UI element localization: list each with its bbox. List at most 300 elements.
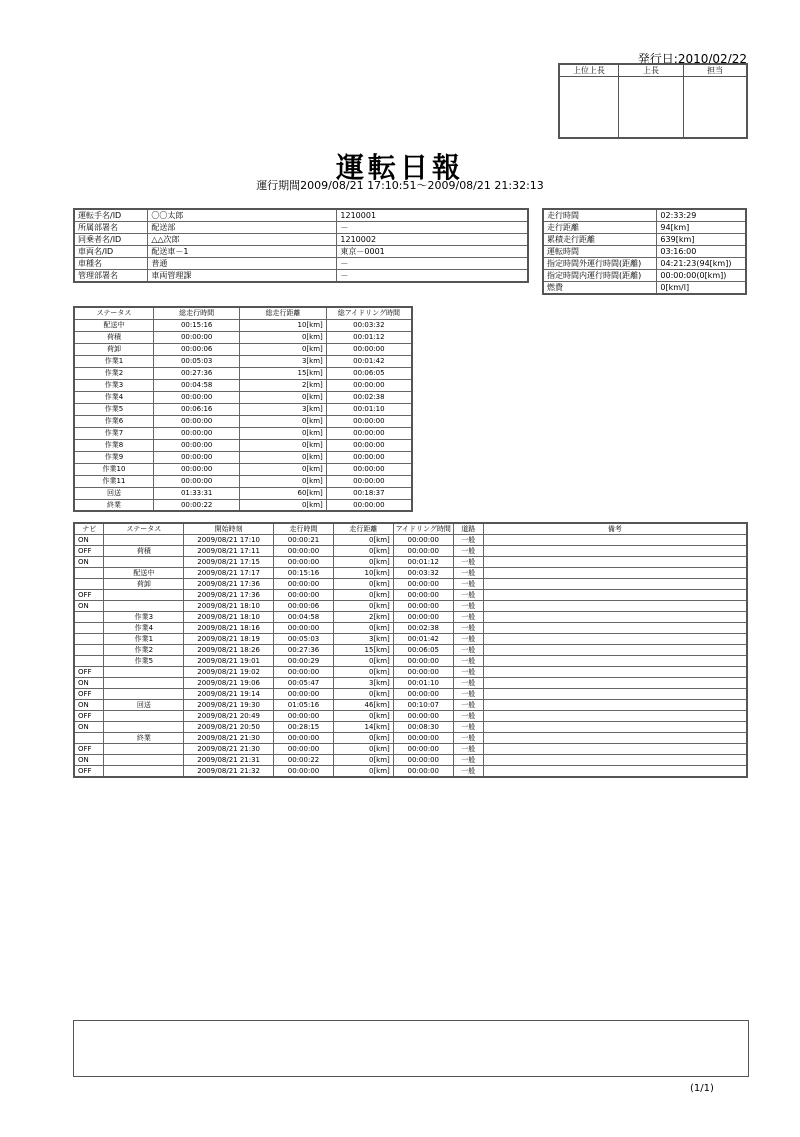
info-extra: － bbox=[337, 258, 528, 270]
log-header-drive-time: 走行時間 bbox=[274, 523, 334, 535]
log-remarks bbox=[483, 744, 747, 755]
metrics-value: 639[km] bbox=[657, 234, 746, 246]
log-row bbox=[74, 568, 747, 579]
summary-drive-time: 00:00:00 bbox=[153, 391, 239, 403]
summary-header-total-drive-time: 総走行時間 bbox=[153, 307, 239, 319]
log-road: 一般 bbox=[453, 700, 483, 711]
log-distance: 0[km] bbox=[333, 766, 393, 778]
log-distance: 0[km] bbox=[333, 590, 393, 601]
summary-row bbox=[74, 403, 412, 415]
info-value: 車両管理課 bbox=[148, 270, 337, 283]
log-navi: ON bbox=[74, 601, 104, 612]
summary-idle-time: 00:00:00 bbox=[326, 451, 412, 463]
log-row bbox=[74, 557, 747, 568]
summary-status: 回送 bbox=[74, 487, 153, 499]
summary-header-total-distance: 総走行距離 bbox=[240, 307, 326, 319]
log-road: 一般 bbox=[453, 656, 483, 667]
summary-drive-time: 00:00:00 bbox=[153, 427, 239, 439]
log-idle-time: 00:00:00 bbox=[393, 755, 453, 766]
info-value: 〇〇太郎 bbox=[148, 209, 337, 222]
log-drive-time: 00:04:58 bbox=[274, 612, 334, 623]
metrics-label: 指定時間外運行時間(距離) bbox=[543, 258, 657, 270]
log-start-time: 2009/08/21 18:10 bbox=[184, 601, 274, 612]
info-value: △△次郎 bbox=[148, 234, 337, 246]
log-row bbox=[74, 678, 747, 689]
summary-idle-time: 00:06:05 bbox=[326, 367, 412, 379]
summary-status: 荷卸 bbox=[74, 343, 153, 355]
info-label: 運転手名/ID bbox=[74, 209, 148, 222]
log-distance: 3[km] bbox=[333, 678, 393, 689]
log-navi: OFF bbox=[74, 766, 104, 778]
log-idle-time: 00:00:00 bbox=[393, 579, 453, 590]
info-label: 管理部署名 bbox=[74, 270, 148, 283]
summary-idle-time: 00:00:00 bbox=[326, 463, 412, 475]
summary-drive-time: 00:27:36 bbox=[153, 367, 239, 379]
metrics-row bbox=[543, 270, 746, 282]
log-drive-time: 00:00:00 bbox=[274, 766, 334, 778]
summary-idle-time: 00:00:00 bbox=[326, 439, 412, 451]
log-drive-time: 00:00:00 bbox=[274, 689, 334, 700]
log-remarks bbox=[483, 568, 747, 579]
summary-idle-time: 00:18:37 bbox=[326, 487, 412, 499]
summary-row bbox=[74, 487, 412, 499]
log-navi: OFF bbox=[74, 689, 104, 700]
log-idle-time: 00:01:12 bbox=[393, 557, 453, 568]
summary-status: 作業4 bbox=[74, 391, 153, 403]
log-remarks bbox=[483, 579, 747, 590]
log-distance: 0[km] bbox=[333, 623, 393, 634]
log-status: 作業1 bbox=[104, 634, 184, 645]
issue-date: 発行日:2010/02/22 bbox=[637, 52, 747, 66]
log-row bbox=[74, 722, 747, 733]
log-start-time: 2009/08/21 18:19 bbox=[184, 634, 274, 645]
summary-drive-time: 00:04:58 bbox=[153, 379, 239, 391]
log-status: 荷積 bbox=[104, 546, 184, 557]
log-header-status: ステータス bbox=[104, 523, 184, 535]
driving-metrics-table bbox=[542, 208, 747, 295]
info-value: 配送部 bbox=[148, 222, 337, 234]
log-row bbox=[74, 689, 747, 700]
log-status: 回送 bbox=[104, 700, 184, 711]
summary-status: 作業11 bbox=[74, 475, 153, 487]
log-drive-time: 00:15:16 bbox=[274, 568, 334, 579]
log-road: 一般 bbox=[453, 755, 483, 766]
summary-distance: 60[km] bbox=[240, 487, 326, 499]
log-distance: 10[km] bbox=[333, 568, 393, 579]
summary-idle-time: 00:03:32 bbox=[326, 319, 412, 331]
log-status bbox=[104, 557, 184, 568]
summary-distance: 0[km] bbox=[240, 499, 326, 511]
log-drive-time: 00:00:00 bbox=[274, 733, 334, 744]
log-remarks bbox=[483, 722, 747, 733]
log-navi bbox=[74, 656, 104, 667]
log-status: 配送中 bbox=[104, 568, 184, 579]
log-status bbox=[104, 722, 184, 733]
approval-header-senior-manager: 上位上長 bbox=[559, 64, 618, 77]
log-road: 一般 bbox=[453, 601, 483, 612]
log-start-time: 2009/08/21 17:11 bbox=[184, 546, 274, 557]
log-navi: ON bbox=[74, 535, 104, 546]
log-drive-time: 00:00:00 bbox=[274, 557, 334, 568]
summary-status: 荷積 bbox=[74, 331, 153, 343]
metrics-value: 0[km/l] bbox=[657, 282, 746, 295]
log-header-remarks: 備考 bbox=[483, 523, 747, 535]
summary-drive-time: 00:00:00 bbox=[153, 439, 239, 451]
summary-row bbox=[74, 427, 412, 439]
info-extra: － bbox=[337, 270, 528, 283]
log-idle-time: 00:02:38 bbox=[393, 623, 453, 634]
page-number: (1/1) bbox=[690, 1083, 714, 1094]
log-distance: 0[km] bbox=[333, 733, 393, 744]
log-status bbox=[104, 689, 184, 700]
summary-idle-time: 00:02:38 bbox=[326, 391, 412, 403]
log-idle-time: 00:00:00 bbox=[393, 535, 453, 546]
log-navi: OFF bbox=[74, 711, 104, 722]
approval-stamp-box bbox=[618, 77, 683, 139]
log-navi: OFF bbox=[74, 546, 104, 557]
summary-status: 終業 bbox=[74, 499, 153, 511]
log-drive-time: 00:00:00 bbox=[274, 711, 334, 722]
info-extra: 東京－0001 bbox=[337, 246, 528, 258]
log-start-time: 2009/08/21 19:02 bbox=[184, 667, 274, 678]
metrics-value: 04:21:23(94[km]) bbox=[657, 258, 746, 270]
log-drive-time: 00:00:06 bbox=[274, 601, 334, 612]
log-idle-time: 00:00:00 bbox=[393, 612, 453, 623]
log-remarks bbox=[483, 700, 747, 711]
summary-status: 作業5 bbox=[74, 403, 153, 415]
metrics-value: 03:16:00 bbox=[657, 246, 746, 258]
info-row bbox=[74, 222, 528, 234]
log-remarks bbox=[483, 601, 747, 612]
log-row bbox=[74, 579, 747, 590]
log-distance: 0[km] bbox=[333, 667, 393, 678]
log-row bbox=[74, 634, 747, 645]
summary-status: 作業1 bbox=[74, 355, 153, 367]
log-road: 一般 bbox=[453, 711, 483, 722]
log-drive-time: 00:27:36 bbox=[274, 645, 334, 656]
log-navi bbox=[74, 733, 104, 744]
summary-distance: 0[km] bbox=[240, 475, 326, 487]
summary-status: 作業9 bbox=[74, 451, 153, 463]
log-navi: OFF bbox=[74, 744, 104, 755]
info-row bbox=[74, 246, 528, 258]
log-idle-time: 00:08:30 bbox=[393, 722, 453, 733]
info-row bbox=[74, 209, 528, 222]
log-remarks bbox=[483, 634, 747, 645]
log-idle-time: 00:00:00 bbox=[393, 711, 453, 722]
log-start-time: 2009/08/21 20:49 bbox=[184, 711, 274, 722]
log-drive-time: 00:00:00 bbox=[274, 744, 334, 755]
summary-drive-time: 00:00:00 bbox=[153, 463, 239, 475]
summary-drive-time: 00:00:00 bbox=[153, 415, 239, 427]
summary-idle-time: 00:00:00 bbox=[326, 499, 412, 511]
log-drive-time: 00:00:00 bbox=[274, 623, 334, 634]
log-idle-time: 00:00:00 bbox=[393, 766, 453, 778]
log-row bbox=[74, 590, 747, 601]
log-road: 一般 bbox=[453, 722, 483, 733]
log-drive-time: 00:00:21 bbox=[274, 535, 334, 546]
log-remarks bbox=[483, 612, 747, 623]
log-idle-time: 00:03:32 bbox=[393, 568, 453, 579]
summary-drive-time: 00:05:03 bbox=[153, 355, 239, 367]
operation-log-table bbox=[73, 522, 748, 778]
summary-idle-time: 00:01:10 bbox=[326, 403, 412, 415]
summary-distance: 10[km] bbox=[240, 319, 326, 331]
metrics-row bbox=[543, 234, 746, 246]
metrics-label: 運転時間 bbox=[543, 246, 657, 258]
log-navi: ON bbox=[74, 557, 104, 568]
log-idle-time: 00:00:00 bbox=[393, 744, 453, 755]
log-navi bbox=[74, 612, 104, 623]
log-navi bbox=[74, 645, 104, 656]
log-header-navi: ナビ bbox=[74, 523, 104, 535]
info-extra: － bbox=[337, 222, 528, 234]
log-row bbox=[74, 766, 747, 778]
log-status bbox=[104, 601, 184, 612]
summary-status: 作業3 bbox=[74, 379, 153, 391]
log-row bbox=[74, 711, 747, 722]
log-navi: OFF bbox=[74, 667, 104, 678]
log-drive-time: 00:00:00 bbox=[274, 546, 334, 557]
log-road: 一般 bbox=[453, 667, 483, 678]
log-road: 一般 bbox=[453, 568, 483, 579]
log-start-time: 2009/08/21 17:17 bbox=[184, 568, 274, 579]
log-row bbox=[74, 755, 747, 766]
summary-drive-time: 00:00:00 bbox=[153, 475, 239, 487]
summary-drive-time: 00:00:00 bbox=[153, 331, 239, 343]
log-status bbox=[104, 678, 184, 689]
info-label: 同乗者名/ID bbox=[74, 234, 148, 246]
info-label: 車両名/ID bbox=[74, 246, 148, 258]
log-road: 一般 bbox=[453, 744, 483, 755]
log-start-time: 2009/08/21 18:16 bbox=[184, 623, 274, 634]
log-road: 一般 bbox=[453, 612, 483, 623]
log-drive-time: 00:00:29 bbox=[274, 656, 334, 667]
summary-idle-time: 00:01:12 bbox=[326, 331, 412, 343]
log-start-time: 2009/08/21 19:01 bbox=[184, 656, 274, 667]
log-start-time: 2009/08/21 17:36 bbox=[184, 579, 274, 590]
summary-idle-time: 00:00:00 bbox=[326, 415, 412, 427]
summary-status: 作業10 bbox=[74, 463, 153, 475]
summary-distance: 2[km] bbox=[240, 379, 326, 391]
summary-distance: 0[km] bbox=[240, 391, 326, 403]
metrics-row bbox=[543, 246, 746, 258]
report-title: 運転日報 bbox=[335, 151, 464, 184]
log-navi bbox=[74, 579, 104, 590]
log-road: 一般 bbox=[453, 766, 483, 778]
log-distance: 3[km] bbox=[333, 634, 393, 645]
log-idle-time: 00:00:00 bbox=[393, 667, 453, 678]
log-remarks bbox=[483, 546, 747, 557]
log-row bbox=[74, 700, 747, 711]
notes-box bbox=[73, 1020, 749, 1077]
log-row bbox=[74, 667, 747, 678]
summary-header-status: ステータス bbox=[74, 307, 153, 319]
log-distance: 0[km] bbox=[333, 579, 393, 590]
log-start-time: 2009/08/21 18:26 bbox=[184, 645, 274, 656]
log-status bbox=[104, 535, 184, 546]
info-row bbox=[74, 234, 528, 246]
log-distance: 0[km] bbox=[333, 546, 393, 557]
log-status bbox=[104, 667, 184, 678]
log-remarks bbox=[483, 645, 747, 656]
info-label: 所属部署名 bbox=[74, 222, 148, 234]
info-extra: 1210002 bbox=[337, 234, 528, 246]
summary-idle-time: 00:01:42 bbox=[326, 355, 412, 367]
summary-row bbox=[74, 451, 412, 463]
info-label: 車種名 bbox=[74, 258, 148, 270]
log-navi bbox=[74, 568, 104, 579]
log-status bbox=[104, 755, 184, 766]
log-status: 作業5 bbox=[104, 656, 184, 667]
log-row bbox=[74, 535, 747, 546]
metrics-label: 指定時間内運行時間(距離) bbox=[543, 270, 657, 282]
log-row bbox=[74, 546, 747, 557]
log-distance: 46[km] bbox=[333, 700, 393, 711]
log-remarks bbox=[483, 733, 747, 744]
log-drive-time: 00:05:47 bbox=[274, 678, 334, 689]
summary-distance: 0[km] bbox=[240, 427, 326, 439]
log-navi: ON bbox=[74, 722, 104, 733]
log-header-road: 道路 bbox=[453, 523, 483, 535]
log-status bbox=[104, 711, 184, 722]
log-row bbox=[74, 733, 747, 744]
summary-status: 配送中 bbox=[74, 319, 153, 331]
status-summary-table bbox=[73, 306, 413, 512]
summary-drive-time: 00:15:16 bbox=[153, 319, 239, 331]
log-drive-time: 01:05:16 bbox=[274, 700, 334, 711]
summary-row bbox=[74, 343, 412, 355]
log-distance: 0[km] bbox=[333, 601, 393, 612]
summary-drive-time: 00:06:16 bbox=[153, 403, 239, 415]
log-start-time: 2009/08/21 21:30 bbox=[184, 744, 274, 755]
summary-row bbox=[74, 439, 412, 451]
log-road: 一般 bbox=[453, 634, 483, 645]
summary-row bbox=[74, 319, 412, 331]
log-road: 一般 bbox=[453, 623, 483, 634]
log-road: 一般 bbox=[453, 733, 483, 744]
log-start-time: 2009/08/21 17:15 bbox=[184, 557, 274, 568]
summary-drive-time: 00:00:00 bbox=[153, 451, 239, 463]
summary-header-total-idle-time: 総アイドリング時間 bbox=[326, 307, 412, 319]
log-idle-time: 00:00:00 bbox=[393, 601, 453, 612]
approval-stamp-table bbox=[558, 63, 748, 139]
metrics-value: 02:33:29 bbox=[657, 209, 746, 222]
metrics-row bbox=[543, 222, 746, 234]
summary-distance: 0[km] bbox=[240, 451, 326, 463]
log-header-distance: 走行距離 bbox=[333, 523, 393, 535]
summary-row bbox=[74, 391, 412, 403]
approval-stamp-box bbox=[684, 77, 747, 139]
log-road: 一般 bbox=[453, 590, 483, 601]
summary-distance: 0[km] bbox=[240, 331, 326, 343]
log-road: 一般 bbox=[453, 678, 483, 689]
log-idle-time: 00:00:00 bbox=[393, 733, 453, 744]
summary-distance: 0[km] bbox=[240, 439, 326, 451]
log-remarks bbox=[483, 755, 747, 766]
summary-distance: 3[km] bbox=[240, 355, 326, 367]
log-remarks bbox=[483, 667, 747, 678]
log-remarks bbox=[483, 623, 747, 634]
log-idle-time: 00:00:00 bbox=[393, 590, 453, 601]
driver-info-table bbox=[73, 208, 529, 283]
log-remarks bbox=[483, 689, 747, 700]
log-status: 作業4 bbox=[104, 623, 184, 634]
summary-distance: 0[km] bbox=[240, 415, 326, 427]
log-distance: 2[km] bbox=[333, 612, 393, 623]
log-start-time: 2009/08/21 17:10 bbox=[184, 535, 274, 546]
summary-status: 作業6 bbox=[74, 415, 153, 427]
summary-drive-time: 01:33:31 bbox=[153, 487, 239, 499]
log-drive-time: 00:00:00 bbox=[274, 590, 334, 601]
log-status bbox=[104, 766, 184, 778]
info-row bbox=[74, 258, 528, 270]
log-idle-time: 00:10:07 bbox=[393, 700, 453, 711]
summary-distance: 3[km] bbox=[240, 403, 326, 415]
log-row bbox=[74, 744, 747, 755]
log-drive-time: 00:00:00 bbox=[274, 579, 334, 590]
metrics-row bbox=[543, 282, 746, 295]
metrics-label: 走行距離 bbox=[543, 222, 657, 234]
log-navi: ON bbox=[74, 755, 104, 766]
metrics-row bbox=[543, 209, 746, 222]
summary-distance: 15[km] bbox=[240, 367, 326, 379]
log-row bbox=[74, 645, 747, 656]
summary-drive-time: 00:00:22 bbox=[153, 499, 239, 511]
operation-period: 運行期間2009/08/21 17:10:51～2009/08/21 21:32:13 bbox=[256, 179, 544, 192]
summary-idle-time: 00:00:00 bbox=[326, 427, 412, 439]
log-distance: 15[km] bbox=[333, 645, 393, 656]
log-navi: OFF bbox=[74, 590, 104, 601]
metrics-value: 00:00:00(0[km]) bbox=[657, 270, 746, 282]
log-distance: 0[km] bbox=[333, 755, 393, 766]
log-idle-time: 00:01:42 bbox=[393, 634, 453, 645]
metrics-label: 走行時間 bbox=[543, 209, 657, 222]
log-header-start-time: 開始時刻 bbox=[184, 523, 274, 535]
log-remarks bbox=[483, 535, 747, 546]
summary-row bbox=[74, 463, 412, 475]
log-start-time: 2009/08/21 19:06 bbox=[184, 678, 274, 689]
log-idle-time: 00:06:05 bbox=[393, 645, 453, 656]
log-distance: 0[km] bbox=[333, 711, 393, 722]
metrics-value: 94[km] bbox=[657, 222, 746, 234]
info-extra: 1210001 bbox=[337, 209, 528, 222]
log-start-time: 2009/08/21 20:50 bbox=[184, 722, 274, 733]
log-start-time: 2009/08/21 17:36 bbox=[184, 590, 274, 601]
summary-row bbox=[74, 499, 412, 511]
log-start-time: 2009/08/21 19:14 bbox=[184, 689, 274, 700]
summary-row bbox=[74, 367, 412, 379]
approval-stamp-box bbox=[559, 77, 618, 139]
info-row bbox=[74, 270, 528, 283]
metrics-label: 燃費 bbox=[543, 282, 657, 295]
log-drive-time: 00:28:15 bbox=[274, 722, 334, 733]
log-start-time: 2009/08/21 21:31 bbox=[184, 755, 274, 766]
log-navi bbox=[74, 634, 104, 645]
summary-row bbox=[74, 355, 412, 367]
log-distance: 0[km] bbox=[333, 689, 393, 700]
summary-row bbox=[74, 475, 412, 487]
log-remarks bbox=[483, 766, 747, 778]
summary-status: 作業8 bbox=[74, 439, 153, 451]
summary-status: 作業7 bbox=[74, 427, 153, 439]
log-road: 一般 bbox=[453, 557, 483, 568]
log-road: 一般 bbox=[453, 546, 483, 557]
log-idle-time: 00:00:00 bbox=[393, 546, 453, 557]
summary-row bbox=[74, 415, 412, 427]
log-road: 一般 bbox=[453, 689, 483, 700]
log-status: 作業2 bbox=[104, 645, 184, 656]
